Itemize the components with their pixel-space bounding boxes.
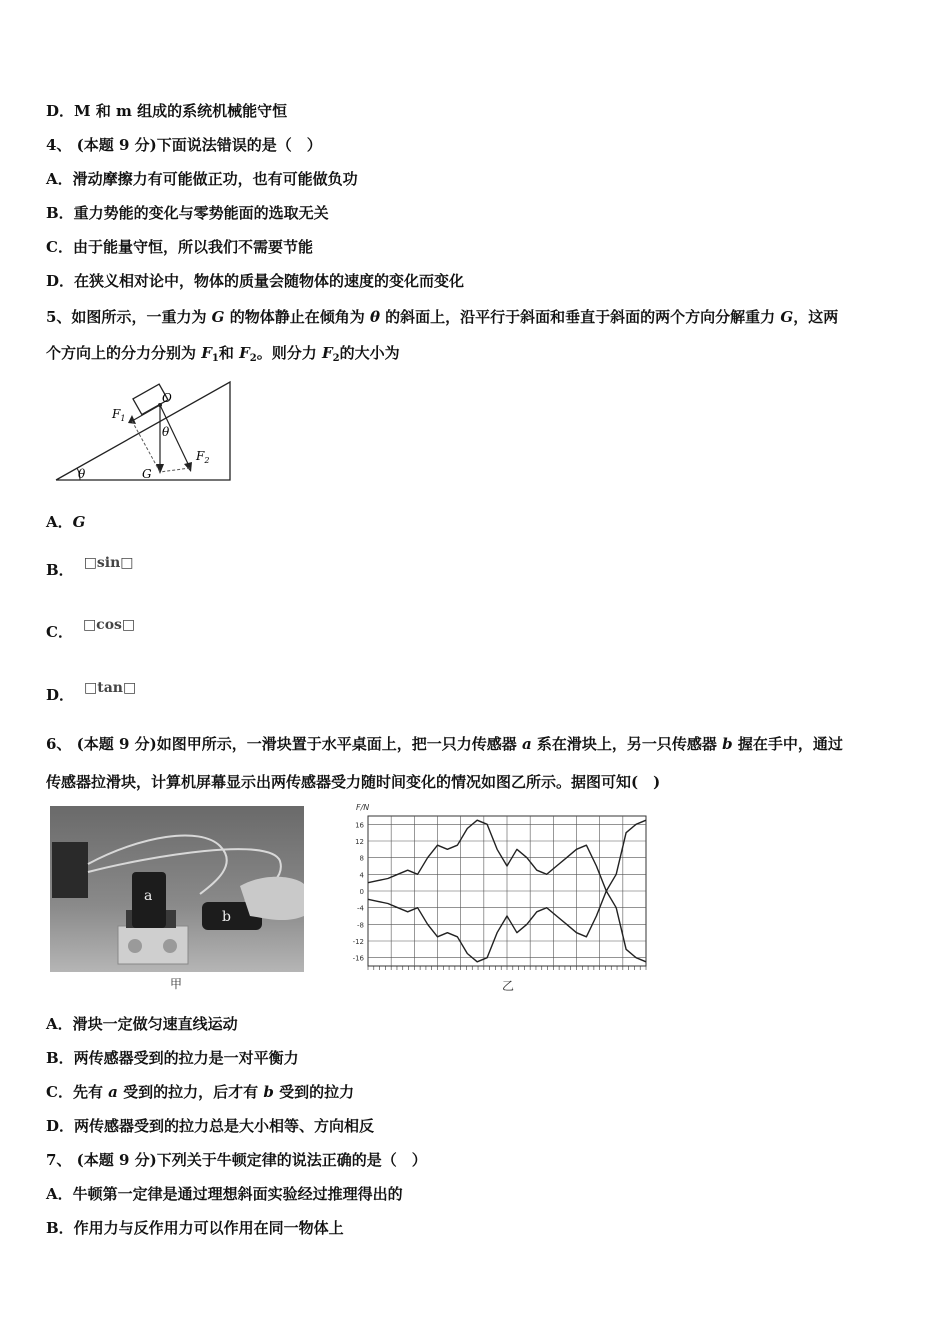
chart-ylabel: F/N [356, 803, 370, 812]
q5-option-label: B． [46, 561, 74, 579]
y-tick-label: 16 [355, 821, 364, 830]
y-tick-label: -8 [357, 921, 364, 930]
q5-text: 的斜面上，沿平行于斜面和垂直于斜面的两个方向分解重力 [379, 308, 781, 326]
q5-symbol-g: G [780, 308, 794, 326]
q6-text: 握在手中，通过 [732, 735, 843, 753]
q4-question: 下面说法错误的是（ ） [156, 136, 322, 154]
q6-symbol-a: a [108, 1083, 118, 1101]
q6-symbol-b: b [722, 735, 733, 753]
q5-option-label: A． [46, 513, 73, 531]
q5-subscript: 2 [249, 353, 257, 364]
q7-option-a: A．牛顿第一定律是通过理想斜面实验经过推理得出的 [46, 1185, 403, 1203]
q7-option-b: B．作用力与反作用力可以作用在同一物体上 [46, 1219, 344, 1237]
q5-option-label: D． [46, 686, 75, 704]
q6-symbol-b: b [263, 1083, 274, 1101]
q5-text: ，这两 [793, 308, 839, 326]
photo-label-a: a [144, 888, 153, 904]
q6-option-d: D．两传感器受到的拉力总是大小相等、方向相反 [46, 1117, 375, 1135]
q5-option-label: C． [46, 623, 73, 641]
q5-symbol-f: F [201, 344, 212, 362]
q5-text: 的物体静止在倾角为 [224, 308, 370, 326]
q5-text: 的大小为 [339, 344, 400, 362]
q3-option-d: D．M 和 m 组成的系统机械能守恒 [46, 102, 288, 120]
label-g: G [142, 467, 152, 481]
chart-grid [368, 816, 646, 970]
q5-stem-line2 [46, 343, 400, 369]
q6-stem-line1 [46, 734, 843, 754]
photo-caption: 甲 [170, 977, 183, 991]
chart-caption-label: 乙 [502, 979, 515, 993]
q5-formula: □tan□ [84, 680, 137, 696]
photo-label-b: b [222, 909, 231, 925]
q5-option-d [46, 680, 137, 706]
q6-option-a: A．滑块一定做匀速直线运动 [46, 1015, 238, 1033]
q5-formula: □cos□ [82, 617, 136, 633]
y-tick-label: -12 [352, 938, 364, 946]
q6-text: 受到的拉力，后才有 [117, 1083, 264, 1101]
q5-text: 5、如图所示，一重力为 [46, 308, 212, 326]
q4-option-c: C．由于能量守恒，所以我们不需要节能 [46, 238, 313, 256]
q5-option-a [46, 512, 85, 532]
chart-yticks [353, 821, 365, 962]
q4-option-a: A．滑动摩擦力有可能做正功，也有可能做负功 [46, 170, 358, 188]
q5-text: 。则分力 [256, 344, 322, 362]
label-f1: $F_1$ [112, 407, 126, 423]
q5-text: 个方向上的分力分别为 [46, 344, 202, 362]
q5-option-value: G [72, 513, 86, 531]
q6-text: 受到的拉力 [273, 1083, 355, 1101]
q5-symbol-theta: θ [369, 308, 380, 326]
q6-text: 系在滑块上，另一只传感器 [531, 735, 723, 753]
label-theta-base: θ [78, 467, 86, 481]
sensor-photo [50, 806, 306, 994]
q6-option-c [46, 1082, 354, 1102]
q6-text: C．先有 [46, 1083, 109, 1101]
q6-symbol-a: a [521, 735, 532, 753]
q4-tag: (本题 9 分) [76, 136, 157, 154]
y-tick-label: -16 [352, 954, 364, 963]
y-tick-label: 12 [355, 838, 364, 846]
q4-stem [46, 135, 322, 155]
y-tick-label: 8 [359, 854, 364, 863]
q5-subscript: 2 [332, 353, 340, 364]
q5-text: 和 [218, 344, 240, 362]
incline-diagram [52, 380, 234, 484]
q6-text: 6、 (本题 9 分)如图甲所示，一滑块置于水平桌面上，把一只力传感器 [46, 735, 522, 753]
y-tick-label: 0 [359, 888, 364, 896]
q5-symbol-g: G [211, 308, 225, 326]
q5-formula: □sin□ [83, 555, 134, 571]
q5-option-c [46, 617, 136, 643]
q5-symbol-f: F [239, 344, 250, 362]
label-f2: $F_2$ [196, 449, 210, 465]
q6-option-b: B．两传感器受到的拉力是一对平衡力 [46, 1049, 299, 1067]
force-time-chart [340, 800, 652, 996]
q4-option-d: D．在狭义相对论中，物体的质量会随物体的速度的变化而变化 [46, 272, 465, 290]
label-o: O [162, 391, 172, 405]
q5-symbol-f: F [321, 344, 333, 362]
q5-option-b [46, 555, 134, 581]
y-tick-label: -4 [357, 904, 364, 913]
label-theta-top: θ [162, 425, 170, 439]
q5-stem-line1 [46, 307, 838, 327]
q4-option-b: B．重力势能的变化与零势能面的选取无关 [46, 204, 329, 222]
q7-stem: 7、 (本题 9 分)下列关于牛顿定律的说法正确的是（ ） [46, 1151, 427, 1169]
q5-subscript: 1 [211, 353, 219, 364]
q6-stem-line2: 传感器拉滑块，计算机屏幕显示出两传感器受力随时间变化的情况如图乙所示。据图可知( ) [46, 773, 661, 791]
q4-number: 4、 [46, 136, 72, 154]
y-tick-label: 4 [359, 871, 364, 880]
